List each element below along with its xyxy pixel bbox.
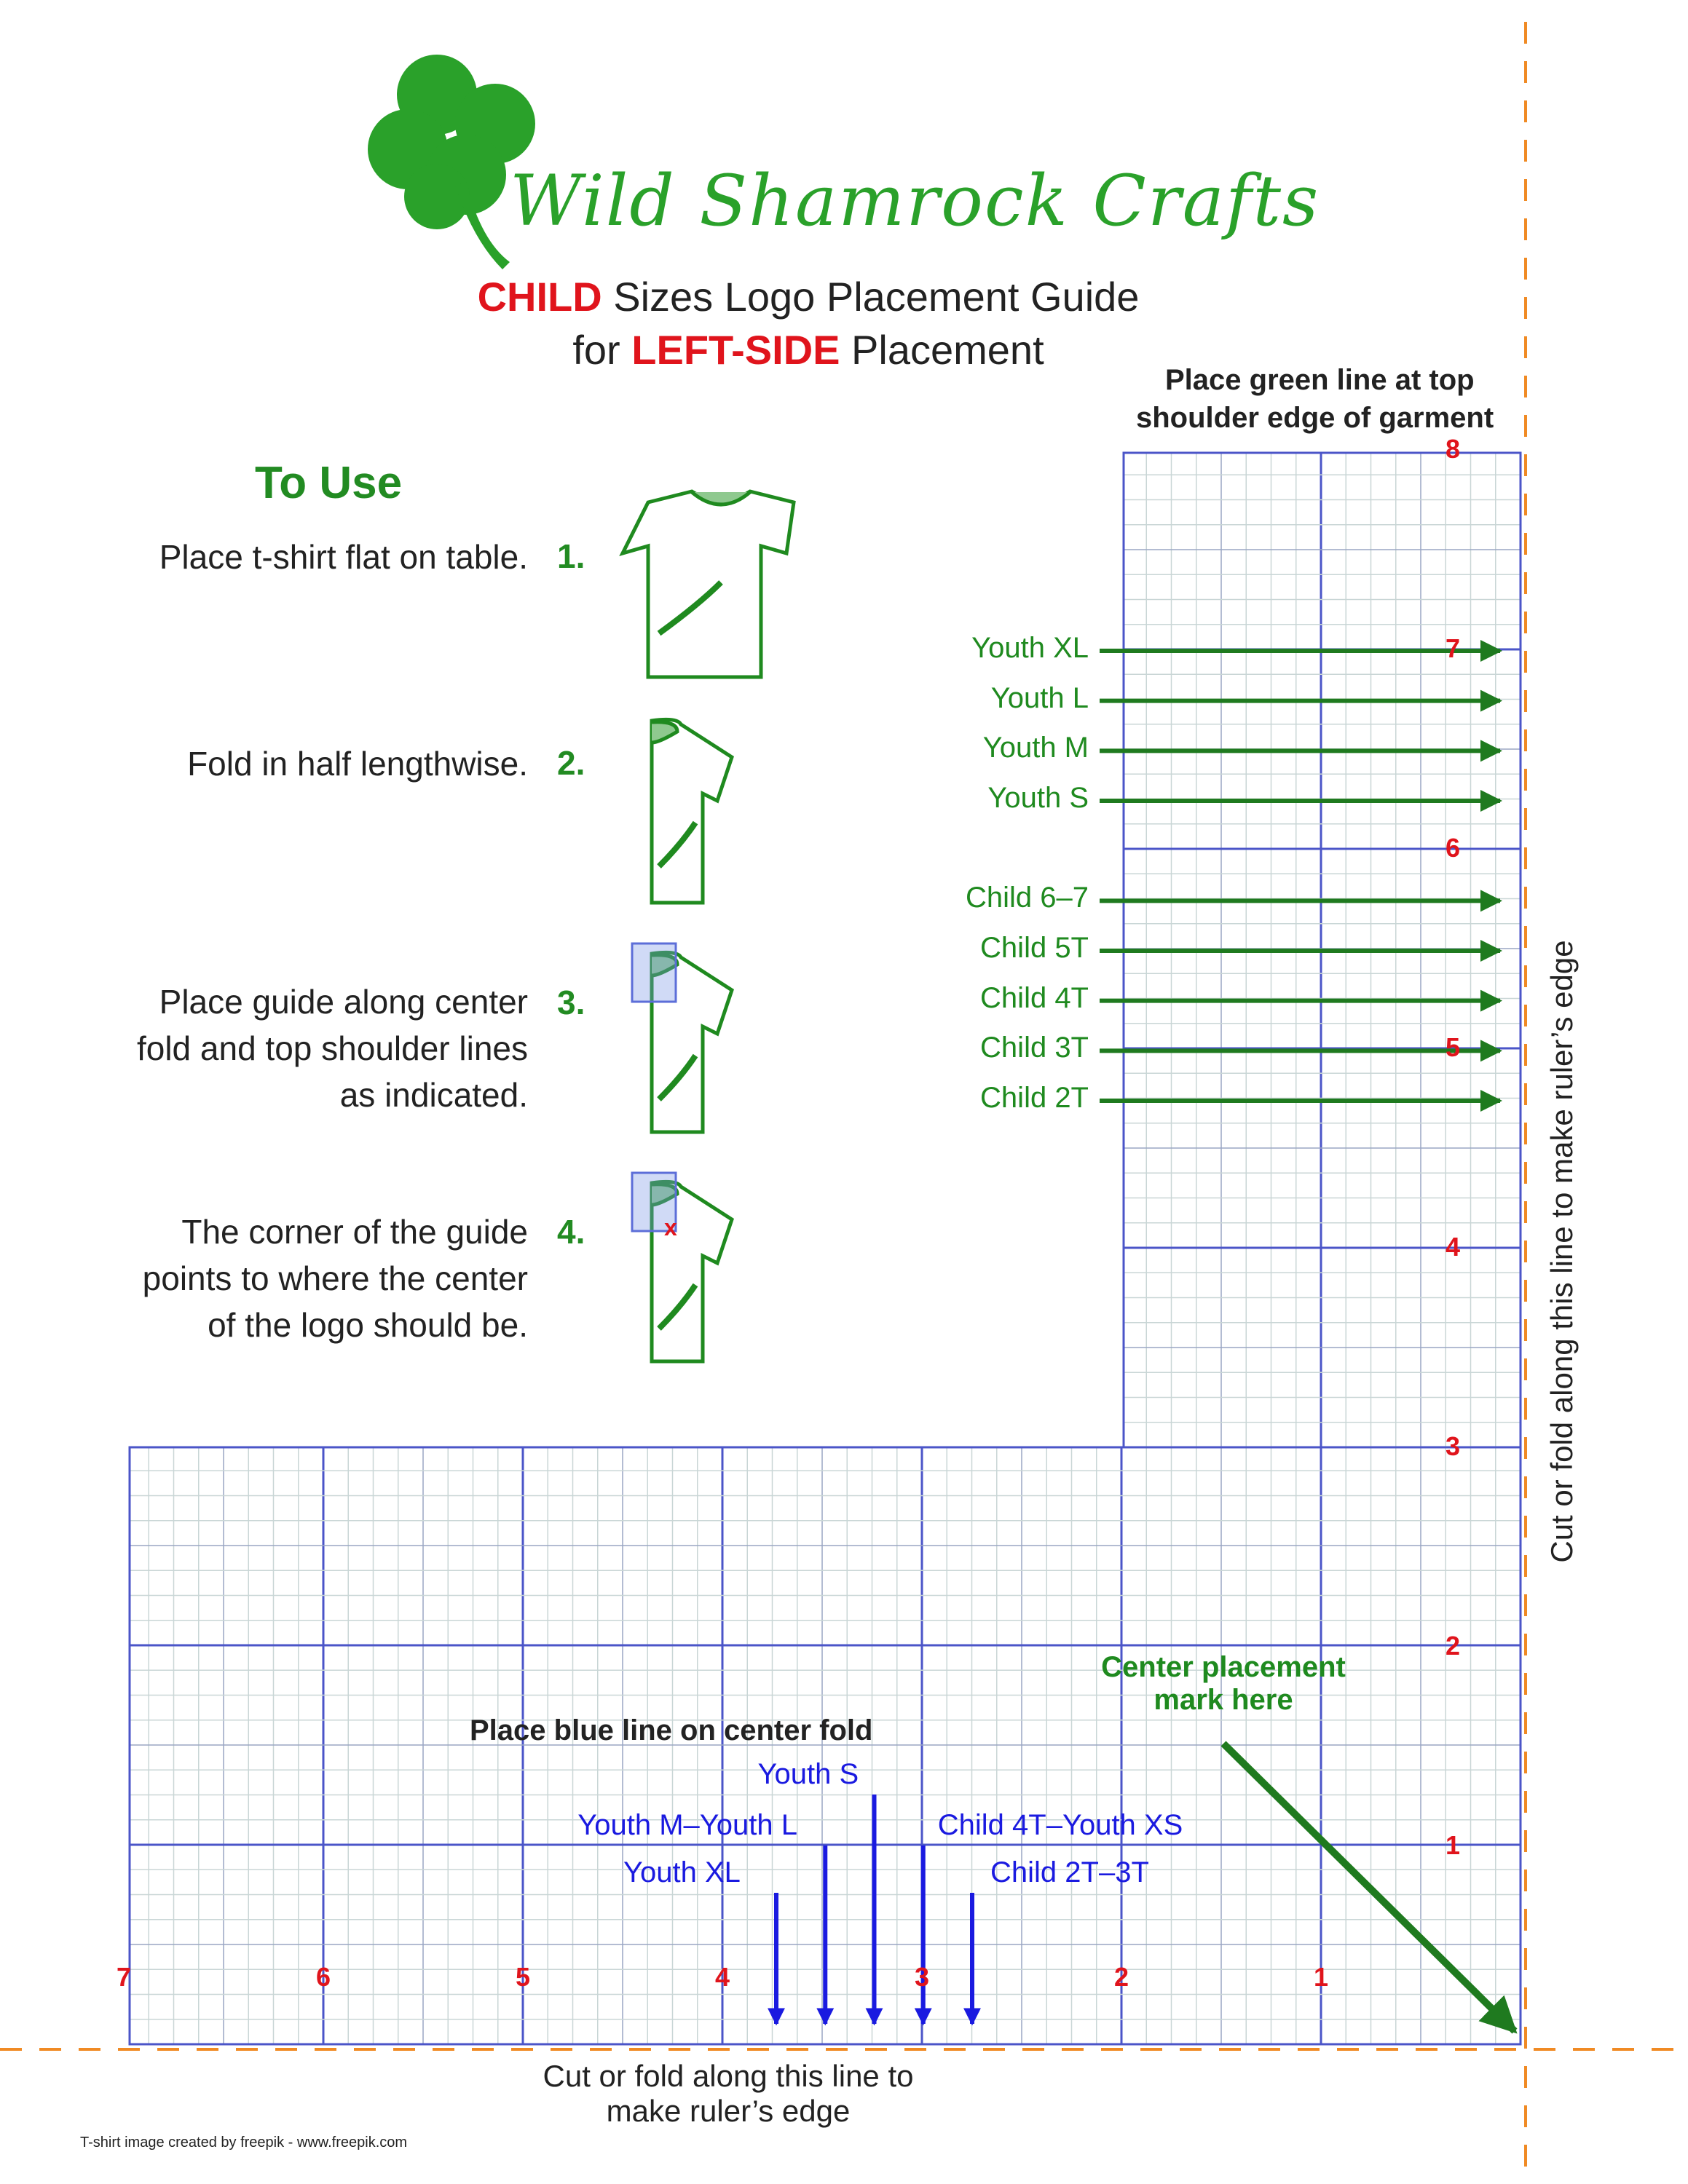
center-mark-x: x — [664, 1214, 677, 1241]
image-credit: T-shirt image created by freepik - www.freepik.com — [80, 2134, 408, 2151]
page-title — [408, 273, 1209, 320]
center-placement-label — [1078, 1651, 1369, 1717]
title-highlight-child: CHILD — [477, 274, 602, 320]
center-placement-line1: Center placement — [1101, 1651, 1346, 1683]
top-note-line2: shoulder edge of garment — [1136, 402, 1494, 434]
vertical-ruler-number: 5 — [1446, 1032, 1461, 1062]
bottom-cut-line2: make ruler’s edge — [606, 2094, 851, 2128]
size-marker-label: Child 3T — [980, 1032, 1089, 1064]
vertical-ruler-number: 2 — [1446, 1631, 1461, 1661]
step-4-number: 4. — [557, 1213, 585, 1251]
size-marker-label: Youth M — [982, 732, 1089, 764]
tshirt-flat-icon — [623, 491, 794, 677]
title-highlight-left-side: LEFT-SIDE — [631, 327, 840, 373]
horizontal-ruler-number: 4 — [715, 1962, 730, 1992]
center-fold-marker-label: Youth M–Youth L — [577, 1809, 798, 1841]
vertical-ruler-number: 4 — [1446, 1232, 1461, 1262]
step-line: of the logo should be. — [208, 1306, 528, 1344]
horizontal-ruler-number: 6 — [316, 1962, 331, 1992]
step-line: Fold in half lengthwise. — [187, 745, 528, 783]
size-marker-label: Child 4T — [980, 981, 1089, 1014]
vertical-ruler-number: 7 — [1446, 633, 1461, 663]
step-1-text — [62, 534, 528, 580]
step-line: The corner of the guide — [181, 1213, 528, 1251]
size-marker-label: Child 5T — [980, 932, 1089, 964]
title-line1-rest: Sizes Logo Placement Guide — [602, 274, 1140, 320]
step-line: Place guide along center — [159, 983, 528, 1021]
tshirt-guide-icon — [632, 943, 732, 1132]
horizontal-ruler-number: 2 — [1114, 1962, 1129, 1992]
bottom-cut-label — [473, 2059, 983, 2129]
horizontal-ruler-number: 5 — [516, 1962, 531, 1992]
vertical-ruler-number: 6 — [1446, 833, 1461, 863]
page-subtitle — [408, 326, 1209, 373]
vertical-ruler-number: 1 — [1446, 1830, 1461, 1860]
center-placement-line2: mark here — [1153, 1684, 1293, 1716]
title-line2-rest: Placement — [840, 327, 1044, 373]
title-line2-prefix: for — [572, 327, 632, 373]
instructions-heading: To Use — [255, 458, 403, 508]
center-fold-marker-label: Youth XL — [623, 1856, 741, 1888]
step-2-number: 2. — [557, 744, 585, 782]
tshirt-center-mark-icon — [632, 1173, 732, 1361]
center-fold-marker-label: Youth S — [757, 1758, 859, 1790]
size-marker-label: Youth XL — [971, 632, 1089, 664]
size-marker-label: Youth L — [990, 681, 1089, 714]
size-marker-label: Child 6–7 — [965, 882, 1089, 914]
step-3-number: 3. — [557, 984, 585, 1021]
horizontal-ruler-number: 1 — [1314, 1962, 1329, 1992]
step-1-number: 1. — [557, 537, 585, 575]
horizontal-ruler-number: 7 — [117, 1962, 132, 1992]
side-cut-label: Cut or fold along this line to make ruler’s edge — [1545, 940, 1579, 1563]
brand-wordmark: Wild Shamrock Crafts — [510, 160, 1320, 242]
step-line: Place t-shirt flat on table. — [159, 538, 528, 576]
horizontal-ruler-number: 3 — [915, 1962, 930, 1992]
step-4-text — [62, 1208, 528, 1348]
step-line: points to where the center — [142, 1259, 528, 1297]
vertical-ruler-number: 3 — [1446, 1431, 1461, 1461]
center-fold-note: Place blue line on center fold — [470, 1714, 873, 1746]
center-fold-marker-label: Child 4T–Youth XS — [937, 1809, 1183, 1841]
size-marker-label: Youth S — [987, 782, 1089, 814]
vertical-ruler-number: 8 — [1446, 434, 1461, 464]
step-2-text — [62, 740, 528, 787]
bottom-cut-line1: Cut or fold along this line to — [543, 2059, 914, 2093]
center-fold-marker-label: Child 2T–3T — [990, 1856, 1149, 1888]
size-marker-label: Child 2T — [980, 1082, 1089, 1114]
step-line: as indicated. — [339, 1076, 528, 1114]
step-line: fold and top shoulder lines — [136, 1029, 528, 1067]
top-note-line1: Place green line at top — [1165, 364, 1475, 396]
tshirt-folded-icon — [652, 719, 732, 903]
step-3-text — [62, 978, 528, 1118]
